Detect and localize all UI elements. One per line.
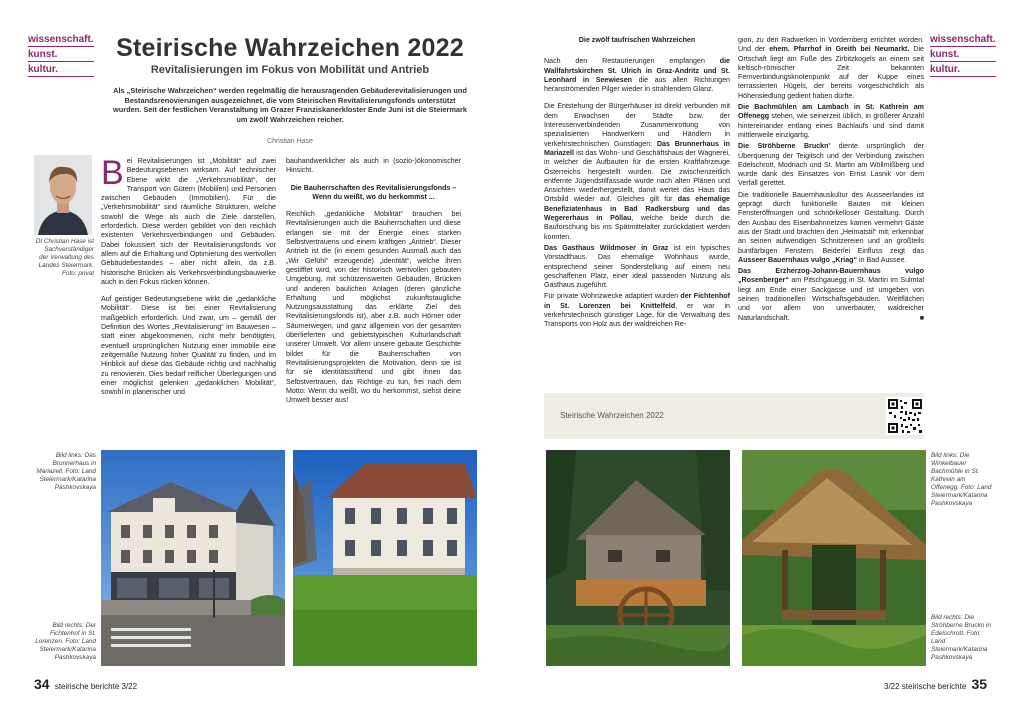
paragraph: Für private Wohnzwecke adaptiert wurden der Fichtenhof in St. Lorenzen bei Knittelfeld, er war in verkehrstechnisch günstiger Lage, für die Verwaltung des Transports von Holz aus der waldreichen Re- — [544, 292, 731, 329]
footer-left — [34, 676, 137, 692]
end-mark: ■ — [919, 313, 924, 322]
paragraph-text: ei Revitalisierungen ist „Mobilität“ auf zwei Bedeutungsebenen wirksam. Auf technischer Ebene wirkt die „Verkehrsmobilität“, der Transport von Gütern (Mobilien) und Personen zwischen Gebäuden (Immobilien). Für die „Verkehrsmobilität“ sind räumliche Strukturen, welche sowohl die Wege als auch die Ziele darstellen, erforderlich. Diese werden gebildet von den reichlich existenten Verkehrsverbindungen und Gebäuden. Dabei fokussiert sich der Revitalisierungsfonds vor allem auf die Erhaltung und Optimierung des wertvollen Gebäudebestandes – aber nicht allein, da z.B. historische Brücken als Verkehrsverbindungsbauwerke auch in den Fokus rücken können. — [101, 157, 276, 286]
byline: Christian Hase — [267, 138, 313, 145]
subheadline: Revitalisierungen im Fokus von Mobilität und Antrieb — [150, 64, 430, 76]
paragraph: Die Entstehung der Bürgerhäuser ist direkt verbunden mit dem Erwachsen der Städte bzw. der Interessenverbindenden Zusammenrottung von spezialisierten Handwerkern und Händlern in verkehrstechnischen Gunstlagen: Das Brunnerhaus in Mariazell ist das Wohn- und Geschäftshaus der Wagnerei, in welcher die Aufbauten für die ersten Kraftfahrzeuge Österreichs hergestellt wurden. Die zwischenzeitlich entfernte Jugendstilfassade wurde nach alten Plänen und Ansichten wiederhergestellt, damit wertet das Haus das Ortsbild wieder auf. Gleiches gilt für das ehemalige Benefiziatenhaus in Bad Radkersburg und das Wegererhaus in Pöllau, welche beide durch die Bauforschung bis ins Spätmittelalter zurückdatiert werden konnten. — [544, 102, 730, 241]
qr-code[interactable] — [886, 397, 924, 435]
paragraph: Die Bachmühlen am Lambach in St. Kathrein am Offenegg stehen, wie seinerzeit üblich, in größerer Anzahl hintereinander entlang eines Bachlaufs und sind damit mittlerweile einzigartig. — [738, 103, 924, 139]
banner-text: Steirische Wahrzeichen 2022 — [560, 411, 664, 420]
article-column-1 — [101, 154, 276, 405]
paragraph: gion, zu den Radwerken in Vordernberg errichtet worden. Und der ehem. Pfarrhof in Greith bei Neumarkt. Die Ortschaft liegt am Fuße des Zirbitzkogels an einem seit keltisch-römischer Zeit bekannten Fernverbindungsknotenpunkt auf der Kuppe eines terrassierten Hügels, der bereits vorgeschichtlich als Höhensiedlung gedient haben dürfte. — [738, 36, 924, 100]
paragraph: Nach den Restaurierungen empfangen die Wallfahrtskirchen St. Ulrich in Graz-Andritz und St. Leonhard in Seewiesen die aus allen Richtungen heranströmenden Pilger wieder in strahlendem Glanz. — [544, 57, 731, 94]
paragraph: bauhandwerklicher als auch in (sozio-)ökonomischer Hinsicht. — [286, 157, 461, 175]
article-column-3 — [544, 36, 730, 338]
caption-right-top: Bild links: Die Winkelbauer Bachmühle in St. Kathrein am Offenegg. Foto: Land Steiermark/Katarina Pashkovskaya — [931, 452, 992, 507]
photo-brunnerhaus — [101, 450, 285, 666]
kicker-line: wissenschaft. — [930, 34, 996, 45]
article-column-4 — [738, 36, 924, 331]
kicker-line: kunst. — [930, 49, 996, 62]
photo-bachmuehle — [546, 450, 730, 666]
kicker-right — [930, 34, 996, 77]
kicker-line: wissenschaft. — [28, 34, 94, 45]
caption-right-bottom: Bild rechts: Die Ströhberne Bruckn in Edelschrott. Foto: Land Steiermark/Katarina Pashkovskaya — [931, 614, 992, 661]
paragraph: Reichlich „gedankliche Mobilität“ brauchen bei Revitalisierungen auch die Bauherrschaften und diese erlangen sie mit der Energie eines starken Selbstvertrauens und einem kräftigen „Antrieb“. Dieser Antrieb ist die (in einem gesunden Ausmaß auch das „Wir Gefühl“ erzeugende) „identität“, welche ihren gestifftet wird, von der historisch wertvollen gebauten Umgebung, mit schützenswerten Gebäuden, Brücken und anderen baulichen Anlagen (deren gänzliche Erhaltung und möglichst zukunftstaugliche Nutzungsausstattung das erklärte Ziel des Revitalisierungsfonds ist), aber z.B. auch Hörner oder Säumerwegen, und ganz allgemein von der gesamten überlieferten und gebietstypischen Kulturlandschaft unserer Umwelt. Vor allem unsere gebaute Geschichte bildet für die Bauherrschaften von Revitalisierungsprojekten die Motivation, denn sie ist für sie identitätsstiftend und gibt ihnen das Selbstvertrauen, das Richtige zu tun, frei nach dem Motto: Wenn du weißt, wo du herkommst, siehst deine Umwelt besser aus! — [286, 210, 461, 405]
article-column-2 — [286, 157, 461, 413]
paragraph — [101, 154, 276, 287]
caption-left-top: Bild links: Das Brunnerhaus in Mariazell. Foto: Land Steiermark/Katarina Pashkovskaya — [36, 452, 96, 491]
banner — [544, 393, 924, 439]
publication-name: 3/22 steirische berichte — [884, 682, 967, 691]
publication-name: steirische berichte 3/22 — [54, 682, 138, 691]
lead-paragraph: Als „Steirische Wahrzeichen“ werden regelmäßig die herausragenden Gebäuderevitalisierungen und Bestandsrenovierungen ausgezeichnet, die vom Steirischen Revitalisierungsfonds unterstützt wurden. Seit der festlichen Veranstaltung im Grazer Franziskanerkloster Ende Juni ist die Steiermark um zwölf Wahrzeichen reicher. — [112, 86, 468, 124]
author-caption: DI Christian Hase ist Sachverständiger der Verwaltung des Landes Steiermark. Foto: privat — [35, 238, 94, 277]
kicker-line: kunst. — [28, 49, 94, 62]
paragraph: Das Erzherzog-Johann-Bauernhaus vulgo „Rosenberger“ am Pitschgauegg in St. Martin im Sulmtal liegt am Ende einer Sackgasse und ist umgeben von seinen traditionellen Wirtschaftsgebäuden. Weitflächen und vor allem von unverbauter, waldreicher Naturlandschaft. ■ — [738, 267, 924, 322]
footer-right — [884, 676, 987, 692]
drop-cap: B — [101, 154, 124, 192]
kicker-left — [28, 34, 94, 77]
kicker-line: kultur. — [930, 64, 996, 77]
page-number: 35 — [971, 676, 988, 692]
photo-fichtenhof — [293, 450, 477, 666]
section-heading: Die Bauherrschaften des Revitalisierungsfonds – Wenn du weißt, wo du herkommst ... — [290, 183, 457, 201]
paragraph: Das Gasthaus Wildmoser in Graz ist ein typisches Vorstadthaus. Das ehemalige Wohnhaus wurde, entsprechend seiner Sonderstellung auf einem neu geschaffenen Platz, einer ideal passenden Nutzung als Gasthaus zugeführt. — [544, 243, 731, 290]
paragraph: Auf geistiger Bedeutungsebene wirkt die „gedankliche Mobilität“. Diese ist bei einer Revitalisierung maßgeblich erforderlich. Und zwar, um – gemäß der Definition des Wortes „Revitalisierung“ im Bauwesen – statt einer abgekommenen, nicht mehr benötigten, eventuell ursprünglichen Nutzung einer immobile eine zeitgemäße Nutzung hoher Qualität zu finden, und im Hinblick auf diese das Gebäude richtig und nachhaltig zu renovieren. Dies bedarf reiflicher Überlegungen und einer möglichst gelenken „gedanklichen Mobilität“, sowohl in planerischer und — [101, 295, 276, 397]
page-title: Steirische Wahrzeichen 2022 — [116, 34, 464, 62]
photo-stroehberne-bruckn — [742, 450, 926, 666]
kicker-line: kultur. — [28, 64, 94, 77]
paragraph: Die traditionelle Bauernhauskultur des Ausseerlandes ist geprägt durch funktionelle Bauten mit kleinen Fensteröffnungen und schnörkelloser Gestaltung. Durch den Ausbau des Eisenbahnnetzes kamen vermehrt Gäste aus der Stadt und brachten den „Heimatstil“ mit, erkennbar an seinen aufwendigen Schnitzereien und an großteils buntfärbigen Fenstern. Beiderlei Einfluss zeigt das Ausseer Bauernhaus vulgo „Kriag“ in Bad Aussee. — [738, 190, 924, 264]
paragraph: Die Ströhberne Bruckn' diente ursprünglich der Überquerung der Teigitsch und der Verbindung zwischen Edelschrott, Modriach und St. Martin am Wöllmißberg und wurde dank des Einsatzes von Ernst Lasnik vor dem Verfall gerettet. — [738, 142, 924, 188]
author-photo — [34, 155, 92, 235]
section-heading: Die zwölf taufrischen Wahrzeichen — [578, 36, 696, 44]
caption-left-bottom: Bild rechts: Der Fichtenhof in St. Lorenzen. Foto: Land Steiermark/Katarina Pashkovskaya — [35, 622, 96, 661]
page-number: 34 — [34, 676, 50, 692]
